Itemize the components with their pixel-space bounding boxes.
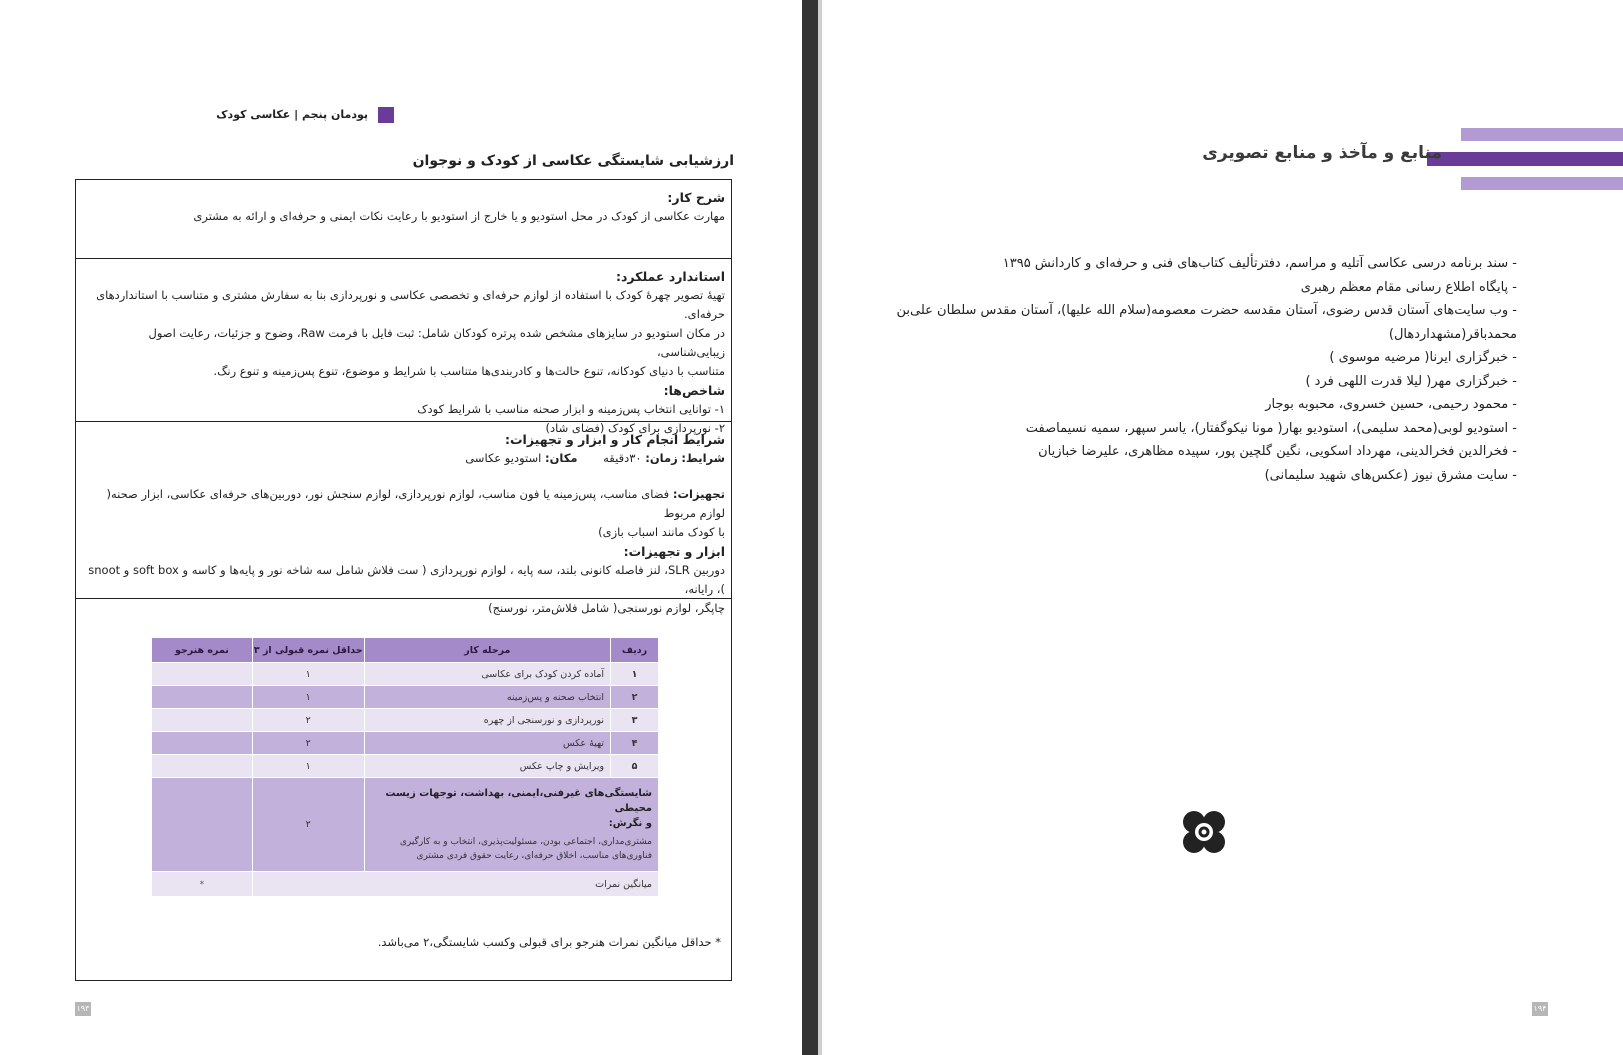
- row-min-score: ۱: [252, 663, 364, 686]
- decorative-bar: [1461, 177, 1623, 190]
- row-number: ۳: [611, 709, 659, 732]
- header-square-icon: [378, 107, 394, 123]
- row-number: ۵: [611, 755, 659, 778]
- average-value: [152, 872, 253, 897]
- scoring-section: [76, 599, 731, 982]
- place-value: استودیو عکاسی: [465, 451, 542, 465]
- row-number: ۴: [611, 732, 659, 755]
- sources-title: منابع و مآخذ و منابع تصویری: [1202, 143, 1442, 163]
- performance-standard-heading: استاندارد عملکرد:: [615, 269, 725, 284]
- tools-text: دوربین SLR، لنز فاصله کانونی بلند، سه پایه ، لوازم نورپردازی ( ست فلاش شامل سه شاخه نور و پایه‌ها و کاسه و soft box و snoot )، رایانه،: [88, 563, 725, 596]
- footnote: * حداقل میانگین نمرات هنرجو برای قبولی وکسب شایستگی،۲ می‌باشد.: [377, 935, 721, 949]
- row-student-score: [152, 755, 253, 778]
- assessment-table: [151, 637, 659, 897]
- col-header-student-score: نمره هنرجو: [152, 638, 253, 663]
- row-student-score: [152, 663, 253, 686]
- table-header-row: [152, 638, 659, 663]
- equipment-text: فضای مناسب، پس‌زمینه یا فون مناسب، لوازم نورپردازی، لوازم سنجش نور، دوربین‌های حرفه‌ای عکاسی، ابزار صحنه( لوازم مربوط: [106, 487, 725, 520]
- decorative-bar: [1461, 128, 1623, 141]
- header-text: پودمان پنجم | عکاسی کودک: [216, 108, 368, 121]
- col-header-row: ردیف: [611, 638, 659, 663]
- table-row: [152, 709, 659, 732]
- row-min-score: ۱: [252, 755, 364, 778]
- conditions-section: [76, 422, 731, 615]
- col-header-min-score: حداقل نمره قبولی از ۳: [252, 638, 364, 663]
- average-label: میانگین نمرات: [252, 872, 658, 897]
- table-row: [152, 755, 659, 778]
- indicators-heading: شاخص‌ها:: [663, 383, 725, 398]
- equipment-label: تجهیزات:: [672, 487, 725, 501]
- list-item: - سند برنامه درسی عکاسی آتلیه و مراسم، دفترتألیف کتاب‌های فنی و حرفه‌ای و کاردانش ۱۳۹۵: [1002, 256, 1517, 271]
- tools-heading: ابزار و تجهیزات:: [623, 544, 725, 559]
- place-label: مکان:: [544, 451, 578, 465]
- conditions-label: شرایط:: [681, 451, 725, 465]
- asterisk-icon: *: [199, 879, 205, 890]
- soft-skills-cell: [364, 778, 658, 872]
- row-step: آماده کردن کودک برای عکاسی: [364, 663, 610, 686]
- page-number: ۱۹۳: [75, 1002, 91, 1016]
- table-row: [152, 686, 659, 709]
- row-student-score: [152, 709, 253, 732]
- row-step: ویرایش و چاپ عکس: [364, 755, 610, 778]
- list-item: - پایگاه اطلاع رسانی مقام معظم رهبری: [1300, 279, 1517, 295]
- average-row: [152, 872, 659, 897]
- table-row: [152, 663, 659, 686]
- performance-standard-line: متناسب با دنیای کودکانه، تنوع حالت‌ها و کادربندی‌ها متناسب با شرایط و موضوع، تنوع پس‌زمینه و تنوع رنگ.: [213, 364, 725, 378]
- list-item: محمدباقر(مشهداردهال): [1388, 326, 1517, 342]
- list-item: - خبرگزاری ایرنا( مرضیه موسوی ): [1329, 350, 1517, 365]
- list-item: - فخرالدین فخرالدینی، مهرداد اسکویی، نگین گلچین پور، سپیده مظاهری، علیرضا خبازیان: [1038, 444, 1517, 459]
- soft-skills-row: [152, 778, 659, 872]
- indicator-item: ۲- نورپردازی برای کودک (فضای شاد): [545, 421, 725, 435]
- sources-list: [877, 252, 1517, 487]
- assessment-frame: [75, 179, 732, 981]
- left-page: [0, 0, 802, 1055]
- tools-text-cont: چاپگر، لوازم نورسنجی( شامل فلاش‌متر، نورسنج): [488, 601, 725, 615]
- col-header-step: مرحله کار: [364, 638, 610, 663]
- conditions-line: [82, 449, 725, 468]
- performance-standard-line: در مکان استودیو در سایزهای مشخص شده پرتره کودکان شامل: ثبت فایل با فرمت Raw، وضوح و جزئیات، رعایت اصول زیبایی‌شناسی،: [148, 326, 725, 359]
- list-item: - محمود رحیمی، حسین خسروی، محبوبه بوجار: [1265, 397, 1517, 412]
- page-number: ۱۹۴: [1532, 1002, 1548, 1016]
- performance-standard-section: [76, 259, 731, 435]
- list-item: - سایت مشرق نیوز (عکس‌های شهید سلیمانی): [1264, 467, 1517, 483]
- row-number: ۱: [611, 663, 659, 686]
- page-title: ارزشیابی شایستگی عکاسی از کودک و نوجوان: [412, 153, 734, 169]
- soft-skills-title: شایستگی‌های غیرفنی،ایمنی، بهداشت، توجهات زیست محیطی و نگرش:: [385, 788, 652, 829]
- soft-skills-min-score: ۲: [252, 778, 364, 872]
- decorative-bar: [1427, 152, 1623, 166]
- performance-standard-line: تهیهٔ تصویر چهرهٔ کودک با استفاده از لوازم حرفه‌ای و تخصصی عکاسی و نورپردازی بنا به سفارش مشتری و متناسب با استانداردهای حرفه‌ای.: [96, 288, 725, 321]
- soft-skills-description: مشتری‌مداری، اجتماعی بودن، مسئولیت‌پذیری، انتخاب و به کارگیری فناوری‌های مناسب، اخلاق حرفه‌ای، رعایت حقوق فردی مشتری: [399, 837, 652, 861]
- row-step: نورپردازی و نورسنجی از چهره: [364, 709, 610, 732]
- equipment-text-cont: با کودک مانند اسباب بازی): [598, 525, 725, 539]
- soft-skills-student-score: [152, 778, 253, 872]
- row-min-score: ۲: [252, 732, 364, 755]
- table-row: [152, 732, 659, 755]
- row-number: ۲: [611, 686, 659, 709]
- row-student-score: [152, 686, 253, 709]
- module-header: [74, 107, 394, 125]
- equipment-line: [82, 485, 725, 523]
- book-spine: [802, 0, 818, 1055]
- list-item: - وب سایت‌های آستان قدس رضوی، آستان مقدسه حضرت معصومه(سلام الله علیها)، آستان مقدس سلطان علی‌بن: [896, 303, 1517, 318]
- row-min-score: ۱: [252, 686, 364, 709]
- conditions-heading: شرایط انجام کار و ابزار و تجهیزات:: [505, 432, 725, 447]
- right-page: [822, 0, 1623, 1055]
- time-label: زمان:: [645, 451, 678, 465]
- row-step: انتخاب صحنه و پس‌زمینه: [364, 686, 610, 709]
- indicator-item: ۱- توانایی انتخاب پس‌زمینه و ابزار صحنه مناسب با شرایط کودک: [417, 402, 725, 416]
- job-description-section: [76, 180, 731, 259]
- list-item: - خبرگزاری مهر( لیلا قدرت اللهی فرد ): [1305, 373, 1517, 389]
- row-min-score: ۲: [252, 709, 364, 732]
- row-step: تهیهٔ عکس: [364, 732, 610, 755]
- list-item: - استودیو لوبی(محمد سلیمی)، استودیو بهار( مونا نیکوگفتار)، یاسر سپهر، سمیه نسیماصفت: [1025, 420, 1517, 436]
- row-student-score: [152, 732, 253, 755]
- flower-ornament-icon: [1182, 810, 1226, 854]
- time-value: ۳۰دقیقه: [603, 451, 642, 465]
- job-description-heading: شرح کار:: [667, 190, 725, 205]
- job-description-text: مهارت عکاسی از کودک در محل استودیو و یا خارج از استودیو با رعایت نکات ایمنی و حرفه‌ای و ارائه به مشتری: [193, 209, 725, 223]
